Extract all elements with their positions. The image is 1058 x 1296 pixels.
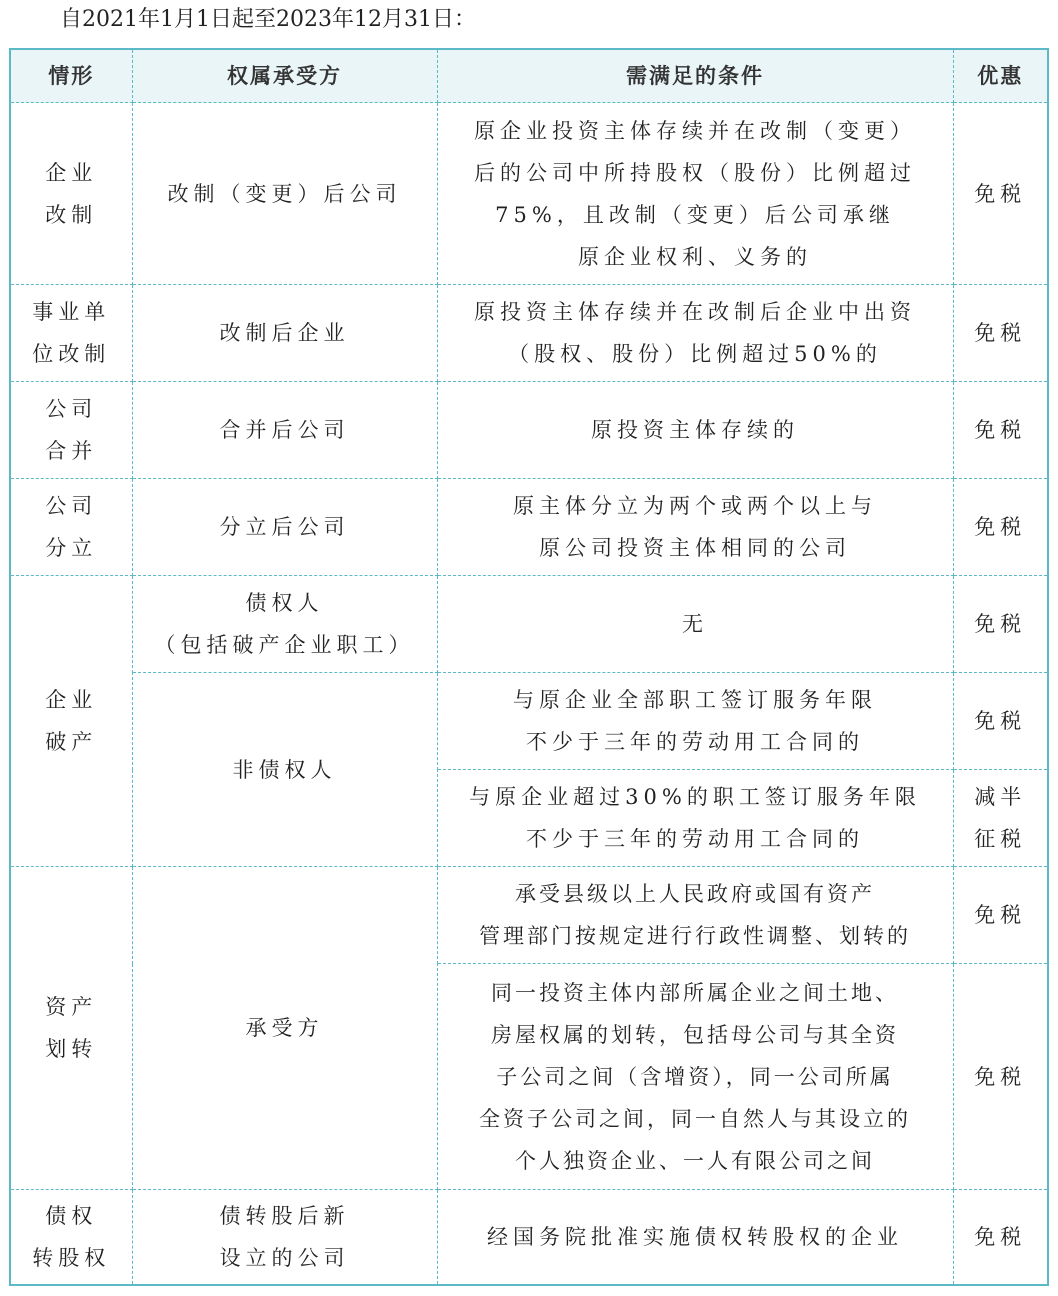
party-cell: 改制（变更）后公司 (132, 103, 437, 285)
case-cell (10, 1190, 132, 1285)
table-row (10, 103, 1048, 285)
header-party: 权属承受方 (132, 49, 437, 103)
text-line: 与原企业超过30%的职工签订服务年限 (469, 785, 921, 809)
text-line: 事业单 (32, 300, 111, 324)
table-caption: 自2021年1月1日起至2023年12月31日： (60, 7, 476, 32)
benefit-cell: 免税 (953, 964, 1048, 1190)
text-line: 债权 (45, 1203, 98, 1228)
text-line: 不少于三年的劳动用工合同的 (526, 730, 864, 754)
condition-cell (437, 285, 953, 382)
text-line: 公司 (45, 494, 98, 518)
text-line: 转股权 (32, 1245, 111, 1270)
benefit-cell: 免税 (953, 1190, 1048, 1285)
party-cell (132, 576, 437, 673)
text-line: 子公司之间（含增资），同一公司所属 (496, 1064, 894, 1089)
case-cell (10, 867, 132, 1190)
text-line: 与原企业全部职工签订服务年限 (513, 688, 877, 712)
table-row (10, 382, 1048, 479)
party-cell: 分立后公司 (132, 479, 437, 576)
party-cell: 改制后企业 (132, 285, 437, 382)
text-line: 承受县级以上人民政府或国有资产 (515, 882, 875, 906)
text-line: 债权人 (245, 591, 324, 615)
case-cell (10, 479, 132, 576)
text-line: 分立 (45, 536, 98, 560)
case-cell (10, 382, 132, 479)
benefit-cell: 免税 (953, 285, 1048, 382)
condition-cell (437, 867, 953, 964)
text-line: 合并 (45, 439, 98, 463)
table-row (10, 576, 1048, 673)
text-line: 征税 (974, 827, 1027, 851)
header-benefit: 优惠 (953, 49, 1048, 103)
benefit-cell: 免税 (953, 479, 1048, 576)
party-cell (132, 1190, 437, 1285)
condition-cell (437, 479, 953, 576)
benefit-cell: 免税 (953, 867, 1048, 964)
text-line: 资产 (45, 995, 98, 1019)
text-line: 债转股后新 (219, 1203, 350, 1228)
party-cell: 非债权人 (132, 673, 437, 867)
text-line: 个人独资企业、一人有限公司之间 (515, 1148, 875, 1173)
text-line: 原主体分立为两个或两个以上与 (513, 494, 877, 518)
text-line: 减半 (974, 785, 1027, 809)
text-line: （包括破产企业职工） (154, 633, 415, 657)
condition-cell (437, 103, 953, 285)
condition-cell (437, 964, 953, 1190)
benefit-cell: 免税 (953, 576, 1048, 673)
table-row (10, 867, 1048, 964)
text-line: 设立的公司 (219, 1245, 350, 1270)
condition-cell (437, 770, 953, 867)
table-row (10, 673, 1048, 770)
text-line: 管理部门按规定进行行政性调整、划转的 (479, 924, 911, 948)
party-cell: 承受方 (132, 867, 437, 1190)
text-line: 全资子公司之间，同一自然人与其设立的 (479, 1106, 911, 1131)
table-header-row (10, 49, 1048, 103)
text-line: 75%，且改制（变更）后公司承继 (495, 202, 895, 227)
table-row (10, 479, 1048, 576)
text-line: 位改制 (32, 342, 111, 366)
benefit-cell: 免税 (953, 103, 1048, 285)
text-line: 原投资主体存续并在改制后企业中出资 (474, 300, 916, 324)
condition-cell (437, 673, 953, 770)
deed-tax-exemption-table (9, 48, 1049, 1286)
text-line: 企业 (45, 160, 98, 185)
table-row (10, 285, 1048, 382)
case-cell (10, 576, 132, 867)
party-cell: 合并后公司 (132, 382, 437, 479)
benefit-cell (953, 770, 1048, 867)
text-line: 企业 (45, 688, 98, 712)
condition-cell: 经国务院批准实施债权转股权的企业 (437, 1190, 953, 1285)
text-line: 原公司投资主体相同的公司 (539, 536, 851, 560)
text-line: 划转 (45, 1037, 98, 1061)
condition-cell: 无 (437, 576, 953, 673)
text-line: 后的公司中所持股权（股份）比例超过 (474, 160, 916, 185)
text-line: 公司 (45, 397, 98, 421)
case-cell (10, 103, 132, 285)
text-line: 不少于三年的劳动用工合同的 (526, 827, 864, 851)
header-case: 情形 (10, 49, 132, 103)
benefit-cell: 免税 (953, 673, 1048, 770)
text-line: 房屋权属的划转，包括母公司与其全资 (491, 1022, 899, 1047)
text-line: 破产 (45, 730, 98, 754)
case-cell (10, 285, 132, 382)
text-line: 原企业投资主体存续并在改制（变更） (474, 118, 916, 143)
benefit-cell: 免税 (953, 382, 1048, 479)
header-condition: 需满足的条件 (437, 49, 953, 103)
text-line: （股权、股份）比例超过50%的 (508, 342, 882, 366)
text-line: 原企业权利、义务的 (578, 244, 812, 269)
table-row (10, 1190, 1048, 1285)
text-line: 同一投资主体内部所属企业之间土地、 (491, 980, 899, 1005)
condition-cell: 原投资主体存续的 (437, 382, 953, 479)
text-line: 改制 (45, 202, 98, 227)
